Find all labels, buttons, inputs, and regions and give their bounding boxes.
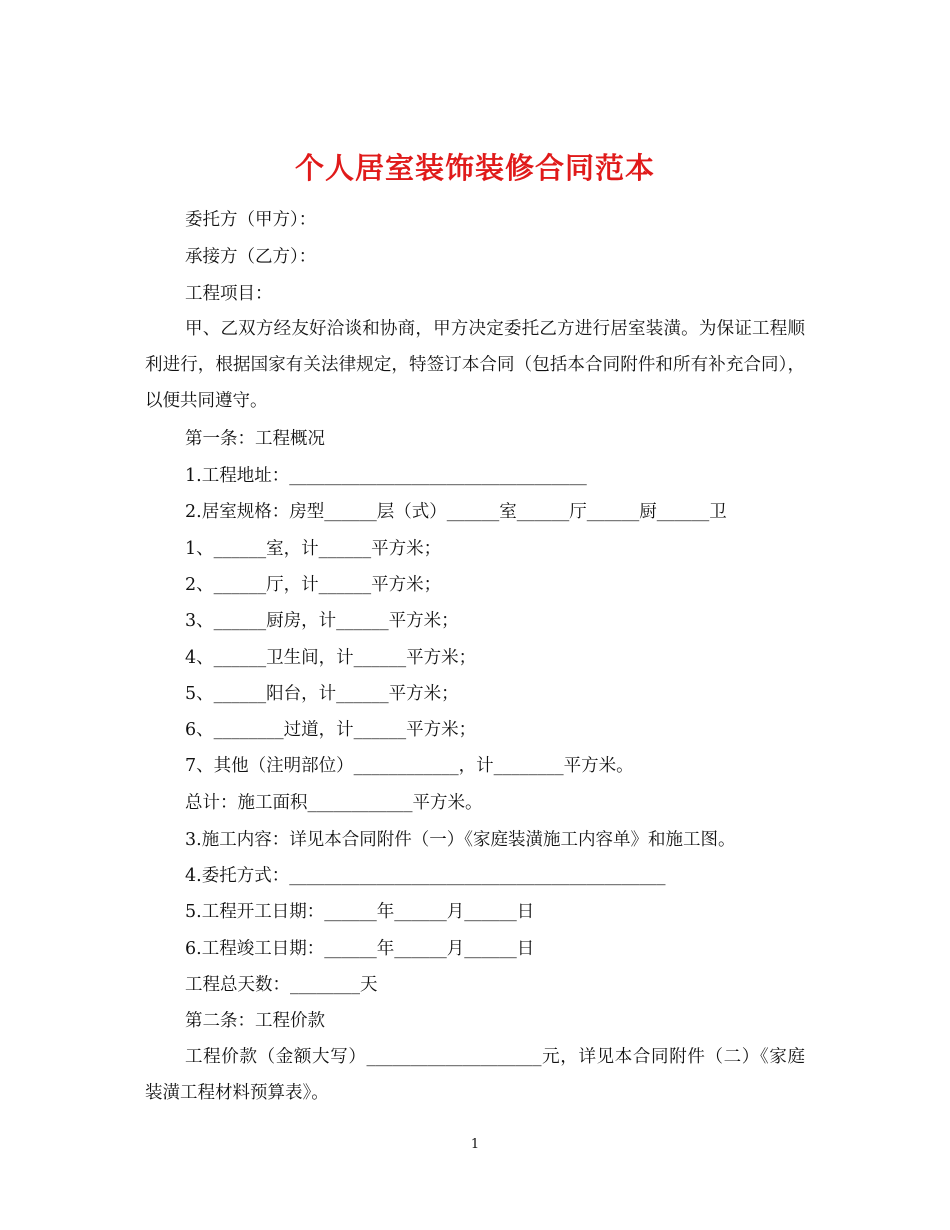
room-item: 2、______厅，计______平方米； — [185, 575, 442, 595]
commission-method-line: 4.委托方式：___________________________________________ — [185, 866, 666, 886]
total-days-line: 工程总天数：________天 — [185, 975, 378, 995]
intro-paragraph: 甲、乙双方经友好洽谈和协商，甲方决定委托乙方进行居室装潢。为保证工程顺利进行，根据国家有关法律规定，特签订本合同（包括本合同附件和所有补充合同），以便共同遵守。 — [145, 319, 805, 411]
room-item: 6、________过道，计______平方米； — [185, 720, 477, 740]
party-a-line: 委托方（甲方）： — [185, 210, 317, 230]
project-line: 工程项目： — [185, 284, 273, 304]
construction-content-line: 3.施工内容：详见本合同附件（一）《家庭装潢施工内容单》和施工图。 — [185, 830, 736, 850]
total-area-line: 总计：施工面积____________平方米。 — [185, 793, 483, 813]
end-date-line: 6.工程竣工日期：______年______月______日 — [185, 939, 535, 959]
room-spec-line: 2.居室规格：房型______层（式）______室______厅______厨______卫 — [185, 502, 727, 522]
document-title: 个人居室装饰装修合同范本 — [294, 151, 655, 186]
room-item: 5、______阳台，计______平方米； — [185, 684, 459, 704]
room-item: 4、______卫生间，计______平方米； — [185, 648, 477, 668]
room-item: 3、______厨房，计______平方米； — [185, 611, 459, 631]
address-line: 1.工程地址：__________________________________ — [185, 466, 587, 486]
start-date-line: 5.工程开工日期：______年______月______日 — [185, 902, 535, 922]
room-item: 7、其他（注明部位）____________，计________平方米。 — [185, 756, 634, 776]
room-item: 1、______室，计______平方米； — [185, 539, 442, 559]
article-one-heading: 第一条：工程概况 — [185, 429, 325, 449]
page-number: 1 — [470, 1137, 480, 1152]
price-paragraph: 工程价款（金额大写）____________________元，详见本合同附件（二）《家庭装潢工程材料预算表》。 — [145, 1047, 805, 1103]
article-two-heading: 第二条：工程价款 — [185, 1011, 325, 1031]
party-b-line: 承接方（乙方）： — [185, 247, 317, 267]
